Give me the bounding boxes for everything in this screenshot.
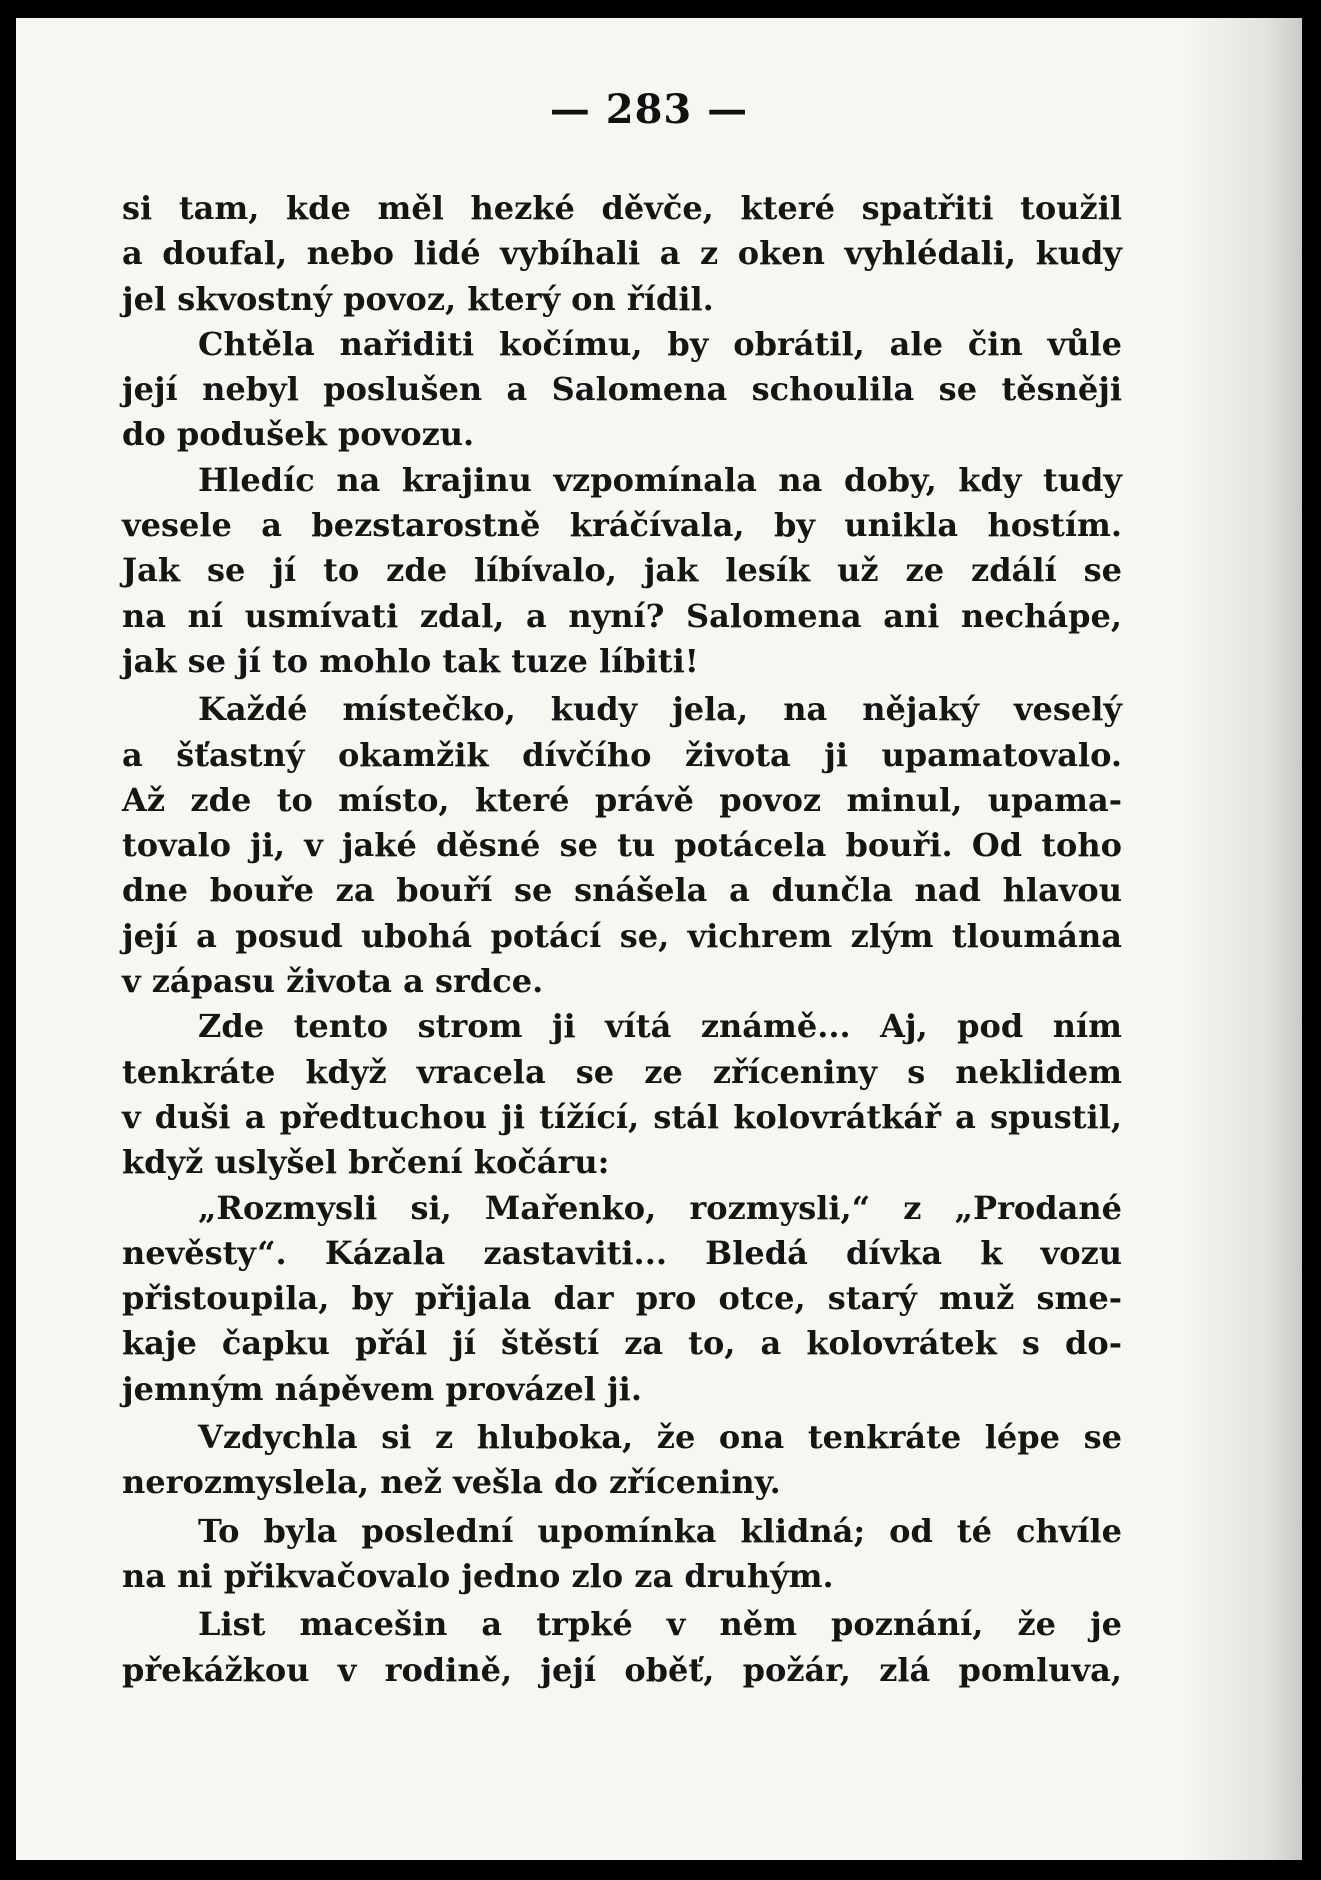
text-line: do podušek povozu. <box>122 415 475 454</box>
book-page <box>16 18 1302 1860</box>
paragraph <box>122 322 1122 458</box>
text-line: tenkráte když vracela se ze zříceniny s neklidem <box>122 1052 1122 1091</box>
text-line: jel skvostný povoz, který on řídil. <box>122 279 714 318</box>
page-number: — 283 — <box>549 86 749 133</box>
text-line: tovalo ji, v jaké děsné se tu potácela bouři. Od toho <box>122 826 1122 865</box>
text-line: nevěsty“. Kázala zastaviti... Bledá dívka k vozu <box>122 1233 1122 1272</box>
text-line: překážkou v rodině, její oběť, požár, zlá pomluva, <box>122 1650 1122 1689</box>
text-line: Hledíc na krajinu vzpomínala na doby, kdy tudy <box>198 460 1122 499</box>
text-line: přistoupila, by přijala dar pro otce, starý muž sme- <box>122 1279 1122 1318</box>
text-line: vesele a bezstarostně kráčívala, by unikla hostím. <box>122 506 1122 545</box>
text-line: na ni přikvačovalo jedno zlo za druhým. <box>122 1556 834 1595</box>
text-line: List macešin a trpké v něm poznání, že je <box>198 1605 1122 1644</box>
text-line: v zápasu života a srdce. <box>122 962 544 1001</box>
paragraph <box>122 1602 1122 1693</box>
text-line: její nebyl poslušen a Salomena schoulila se těsněji <box>122 370 1122 409</box>
body-text <box>122 186 1122 1693</box>
text-line: Vzdychla si z hluboka, že ona tenkráte lépe se <box>198 1418 1122 1457</box>
paragraph <box>122 1186 1122 1412</box>
text-line: nerozmyslela, než vešla do zříceniny. <box>122 1463 781 1502</box>
page-edge-shadow <box>1182 18 1302 1860</box>
text-line: si tam, kde měl hezké děvče, které spatřiti toužil <box>122 189 1122 227</box>
text-line: Každé místečko, kudy jela, na nějaký veselý <box>198 690 1122 729</box>
text-line: její a posud ubohá potácí se, vichrem zlým tloumána <box>122 916 1122 955</box>
text-line: Chtěla nařiditi kočímu, by obrátil, ale čin vůle <box>198 324 1122 363</box>
text-line: jak se jí to mohlo tak tuze líbiti! <box>122 641 699 680</box>
text-line: a doufal, nebo lidé vybíhali a z oken vyhlédali, kudy <box>122 234 1122 273</box>
paragraph <box>122 687 1122 1004</box>
text-line: v duši a předtuchou ji tížící, stál kolovrátkář a spustil, <box>122 1097 1122 1136</box>
text-line: „Rozmysli si, Mařenko, rozmysli,“ z „Prodané <box>198 1188 1122 1227</box>
paragraph <box>122 1004 1122 1185</box>
paragraph <box>122 1415 1122 1506</box>
paragraph <box>122 186 1122 322</box>
text-line: a šťastný okamžik dívčího života ji upamatovalo. <box>122 735 1122 774</box>
text-line: kaje čapku přál jí štěstí za to, a kolovrátek s do- <box>122 1324 1122 1363</box>
text-line: když uslyšel brčení kočáru: <box>122 1143 610 1182</box>
paragraph <box>122 1509 1122 1600</box>
text-line: na ní usmívati zdal, a nyní? Salomena ani nechápe, <box>122 596 1122 635</box>
text-line: dne bouře za bouří se snášela a dunčla nad hlavou <box>122 871 1122 910</box>
paragraph <box>122 458 1122 684</box>
text-line: To byla poslední upomínka klidná; od té chvíle <box>198 1511 1122 1550</box>
text-line: jemným nápěvem provázel ji. <box>122 1369 642 1408</box>
text-line: Až zde to místo, které právě povoz minul, upama- <box>122 780 1122 819</box>
text-line: Zde tento strom ji vítá známě... Aj, pod ním <box>198 1007 1122 1046</box>
text-line: Jak se jí to zde líbívalo, jak lesík už ze zdálí se <box>122 551 1122 590</box>
